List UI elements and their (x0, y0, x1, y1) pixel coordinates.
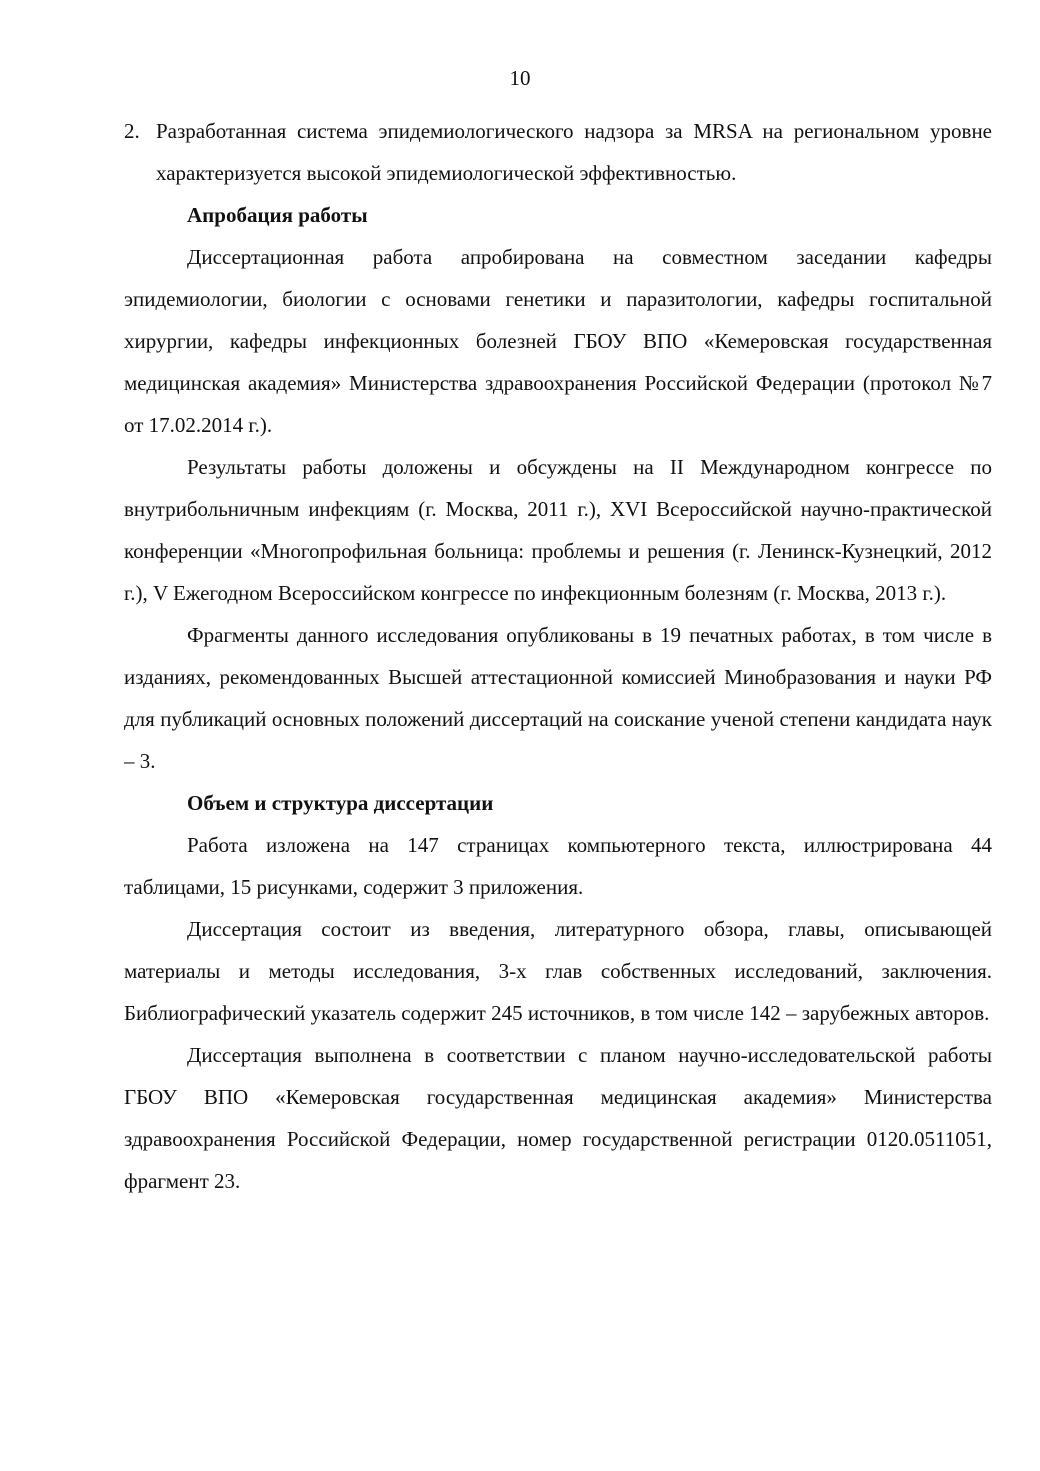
paragraph: Работа изложена на 147 страницах компьютерного текста, иллюстрирована 44 таблицами, 15 рисунками, содержит 3 приложения. (124, 833, 992, 899)
page-content (124, 110, 992, 1202)
list-item-number: 2. (124, 119, 140, 143)
paragraph: Результаты работы доложены и обсуждены на II Международном конгрессе по внутрибольничным инфекциям (г. Москва, 2011 г.), XVI Всероссийской научно-практической конференции «Многопрофильная больница: проблемы и решения (г. Ленинск-Кузнецкий, 2012 г.), V Ежегодном Всероссийском конгрессе по инфекционным болезням (г. Москва, 2013 г.). (124, 455, 992, 605)
paragraph: Фрагменты данного исследования опубликованы в 19 печатных работах, в том числе в изданиях, рекомендованных Высшей аттестационной комиссией Минобразования и науки РФ для публикаций основных положений диссертаций на соискание ученой степени кандидата наук – 3. (124, 623, 992, 773)
section-heading-approbation: Апробация работы (187, 203, 368, 227)
numbered-list-item (124, 110, 992, 194)
section-heading-structure: Объем и структура диссертации (187, 791, 494, 815)
paragraph: Диссертационная работа апробирована на совместном заседании кафедры эпидемиологии, биологии с основами генетики и паразитологии, кафедры госпитальной хирургии, кафедры инфекционных болезней ГБОУ ВПО «Кемеровская государственная медицинская академия» Министерства здравоохранения Российской Федерации (протокол №7 от 17.02.2014 г.). (124, 245, 992, 437)
page-number: 10 (509, 66, 531, 90)
list-item-text: Разработанная система эпидемиологического надзора за MRSA на региональном уровне характеризуется высокой эпидемиологической эффективностью. (156, 119, 992, 185)
paragraph: Диссертация выполнена в соответствии с планом научно-исследовательской работы ГБОУ ВПО «Кемеровская государственная медицинская академия» Министерства здравоохранения Российской Федерации, номер государственной регистрации 0120.0511051, фрагмент 23. (124, 1043, 992, 1193)
paragraph: Диссертация состоит из введения, литературного обзора, главы, описывающей материалы и методы исследования, 3-х глав собственных исследований, заключения. Библиографический указатель содержит 245 источников, в том числе 142 – зарубежных авторов. (124, 917, 992, 1025)
